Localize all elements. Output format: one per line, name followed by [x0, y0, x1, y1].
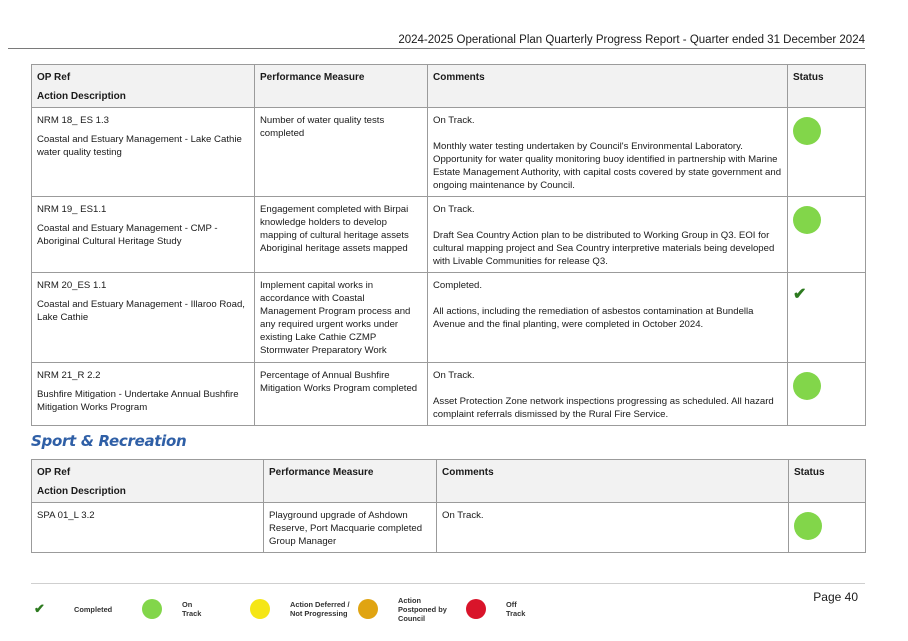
legend-deferred-label-wrap [290, 594, 354, 624]
comments-header: Comments [428, 65, 788, 108]
status-cell [788, 363, 866, 426]
table-header-row [32, 460, 866, 503]
footer-divider [31, 583, 865, 584]
op-ref: NRM 18_ ES 1.3 [37, 115, 109, 126]
comments-cell [428, 197, 788, 273]
comments-cell [428, 273, 788, 363]
green-circle-icon [142, 599, 162, 619]
op-ref: NRM 21_R 2.2 [37, 370, 101, 381]
op-ref-cell [32, 363, 255, 426]
op-ref: NRM 19_ ES1.1 [37, 204, 107, 215]
status-cell [788, 108, 866, 197]
comments-cell [428, 363, 788, 426]
legend-on-track-label-wrap [182, 594, 201, 624]
status-cell [789, 503, 866, 553]
legend-completed [34, 594, 45, 624]
legend-on-track [142, 594, 162, 624]
legend-label: Completed [74, 604, 113, 614]
op-ref-cell [32, 503, 264, 553]
performance-measure: Engagement completed with Birpai knowledge holders to develop mapping of cultural heritage assets Aboriginal heritage assets mapped [255, 197, 428, 273]
on-track-icon [794, 512, 822, 540]
comment-status: On Track. [442, 510, 484, 521]
op-ref-label: OP Ref [37, 72, 71, 83]
completed-check-icon: ✔ [793, 286, 807, 303]
orange-circle-icon [358, 599, 378, 619]
legend-label: Action Postponed by Council [398, 595, 447, 623]
performance-measure-header: Performance Measure [264, 460, 437, 503]
action-description: Bushfire Mitigation - Undertake Annual Bushfire Mitigation Works Program [37, 389, 239, 413]
action-description-label: Action Description [37, 91, 126, 102]
comment-status: On Track. [433, 115, 475, 126]
legend-deferred [250, 594, 270, 624]
table-row [32, 363, 866, 426]
legend-postponed [358, 594, 378, 624]
op-ref: NRM 20_ES 1.1 [37, 280, 107, 291]
performance-measure: Implement capital works in accordance with Coastal Management Program process and any required urgent works under existing Lake Cathie CZMP Stormwater Preparatory Work [255, 273, 428, 363]
table-row [32, 273, 866, 363]
performance-measure: Percentage of Annual Bushfire Mitigation Works Program completed [255, 363, 428, 426]
status-cell [788, 197, 866, 273]
comment-status: On Track. [433, 370, 475, 381]
comment-status: Completed. [433, 280, 483, 291]
on-track-icon [793, 206, 821, 234]
status-header: Status [789, 460, 866, 503]
op-ref-cell [32, 108, 255, 197]
page-number: Page 40 [813, 590, 858, 604]
legend-label: On Track [182, 600, 202, 618]
legend-label: Action Deferred / Not Progressing [290, 600, 350, 618]
on-track-icon [793, 117, 821, 145]
red-circle-icon [466, 599, 486, 619]
check-icon: ✔ [34, 601, 45, 616]
report-header: 2024-2025 Operational Plan Quarterly Progress Report - Quarter ended 31 December 2024 [8, 34, 865, 49]
legend-label: Off Track [506, 600, 526, 618]
op-ref-label: OP Ref [37, 467, 71, 478]
legend-postponed-label-wrap [398, 594, 456, 624]
section-title: Sport & Recreation [31, 432, 187, 450]
legend-off-track [466, 594, 486, 624]
comments-cell [428, 108, 788, 197]
comment-status: On Track. [433, 204, 475, 215]
table-row [32, 197, 866, 273]
op-ref-header [32, 65, 255, 108]
comments-cell [437, 503, 789, 553]
performance-measure: Playground upgrade of Ashdown Reserve, Port Macquarie completed Group Manager [264, 503, 437, 553]
comment-detail: All actions, including the remediation of asbestos contamination at Bundella Avenue and the final planting, were completed in October 2024. [433, 306, 754, 330]
op-ref-header [32, 460, 264, 503]
status-header: Status [788, 65, 866, 108]
comment-detail: Monthly water testing undertaken by Council's Environmental Laboratory. Opportunity for water quality monitoring buoy identified in partnership with Marine Estate Management Authority, with capital costs covered by state government and ongoing maintenance by Council. [433, 141, 782, 191]
action-description: Coastal and Estuary Management - CMP - Aboriginal Cultural Heritage Study [37, 223, 218, 247]
status-cell [788, 273, 866, 363]
legend-completed-label-wrap [74, 594, 112, 624]
legend-off-track-label-wrap [506, 594, 525, 624]
on-track-icon [793, 372, 821, 400]
comment-detail: Draft Sea Country Action plan to be distributed to Working Group in Q3. EOI for cultural mapping project and Sea Country interpretive materials being developed with Livable Communities for release Q3. [433, 230, 775, 267]
sport-recreation-table [31, 459, 866, 553]
action-description-label: Action Description [37, 486, 126, 497]
op-ref: SPA 01_L 3.2 [37, 510, 95, 521]
comment-detail: Asset Protection Zone network inspections progressing as scheduled. All hazard complaint referrals dismissed by the Rural Fire Service. [433, 396, 774, 420]
table-row [32, 503, 866, 553]
table-row [32, 108, 866, 197]
action-description: Coastal and Estuary Management - Illaroo Road, Lake Cathie [37, 299, 245, 323]
yellow-circle-icon [250, 599, 270, 619]
op-ref-cell [32, 197, 255, 273]
progress-table [31, 64, 866, 426]
op-ref-cell [32, 273, 255, 363]
performance-measure: Number of water quality tests completed [255, 108, 428, 197]
action-description: Coastal and Estuary Management - Lake Cathie water quality testing [37, 134, 242, 158]
comments-header: Comments [437, 460, 789, 503]
performance-measure-header: Performance Measure [255, 65, 428, 108]
table-header-row [32, 65, 866, 108]
